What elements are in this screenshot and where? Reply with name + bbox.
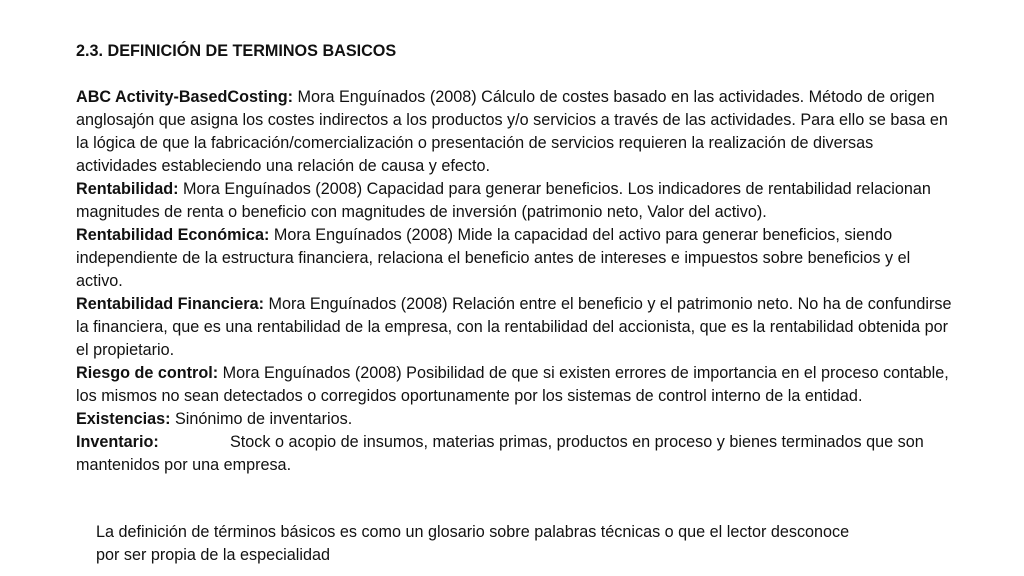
- term-definition: Mora Enguínados (2008) Mide la capacidad del activo para generar beneficios, siendo independiente de la estructura financiera, relaciona el beneficio antes de intereses e impuestos sobre beneficios y el activo.: [76, 226, 911, 290]
- term-name: Rentabilidad:: [76, 180, 179, 198]
- term-name: Riesgo de control:: [76, 364, 219, 382]
- definitions-body: [76, 40, 956, 477]
- term-riesgo-de-control: [76, 362, 956, 408]
- term-rentabilidad-financiera: [76, 293, 956, 362]
- term-definition: Mora Enguínados (2008) Cálculo de costes basado en las actividades. Método de origen anglosajón que asigna los costes indirectos a los productos y/o servicios a través de las actividades. Para ello se basa en la lógica de que la fabricación/comercialización o presentación de servicios requieren la realización de diversas actividades estableciendo una relación de causa y efecto.: [76, 88, 948, 175]
- term-name: ABC Activity-BasedCosting:: [76, 88, 294, 106]
- term-abc: [76, 86, 956, 178]
- term-definition: Mora Enguínados (2008) Capacidad para generar beneficios. Los indicadores de rentabilidad relacionan magnitudes de renta o beneficio con magnitudes de inversión (patrimonio neto, Valor del activo).: [76, 180, 931, 221]
- term-definition: Mora Enguínados (2008) Relación entre el beneficio y el patrimonio neto. No ha de confundirse la financiera, que es una rentabilidad de la empresa, con la rentabilidad del accionista, que es la rentabilidad obtenida por el propietario.: [76, 295, 952, 359]
- term-name: Rentabilidad Financiera:: [76, 295, 264, 313]
- term-inventario: [76, 431, 956, 477]
- term-definition: Mora Enguínados (2008) Posibilidad de que si existen errores de importancia en el proceso contable, los mismos no sean detectados o corregidos oportunamente por los sistemas de control interno de la entidad.: [76, 364, 949, 405]
- term-name: Inventario:: [76, 433, 159, 451]
- term-definition: Sinónimo de inventarios.: [170, 410, 353, 428]
- term-rentabilidad-economica: [76, 224, 956, 293]
- term-definition: Stock o acopio de insumos, materias primas, productos en proceso y bienes terminados que son mantenidos por una empresa.: [76, 433, 924, 474]
- term-name: Existencias:: [76, 410, 171, 428]
- footnote-text: La definición de términos básicos es como un glosario sobre palabras técnicas o que el lector desconoce por ser propia de la especialidad: [96, 523, 850, 564]
- term-existencias: [76, 408, 956, 431]
- section-heading: 2.3. DEFINICIÓN DE TERMINOS BASICOS: [76, 42, 397, 60]
- term-name: Rentabilidad Económica:: [76, 226, 270, 244]
- term-rentabilidad: [76, 178, 956, 224]
